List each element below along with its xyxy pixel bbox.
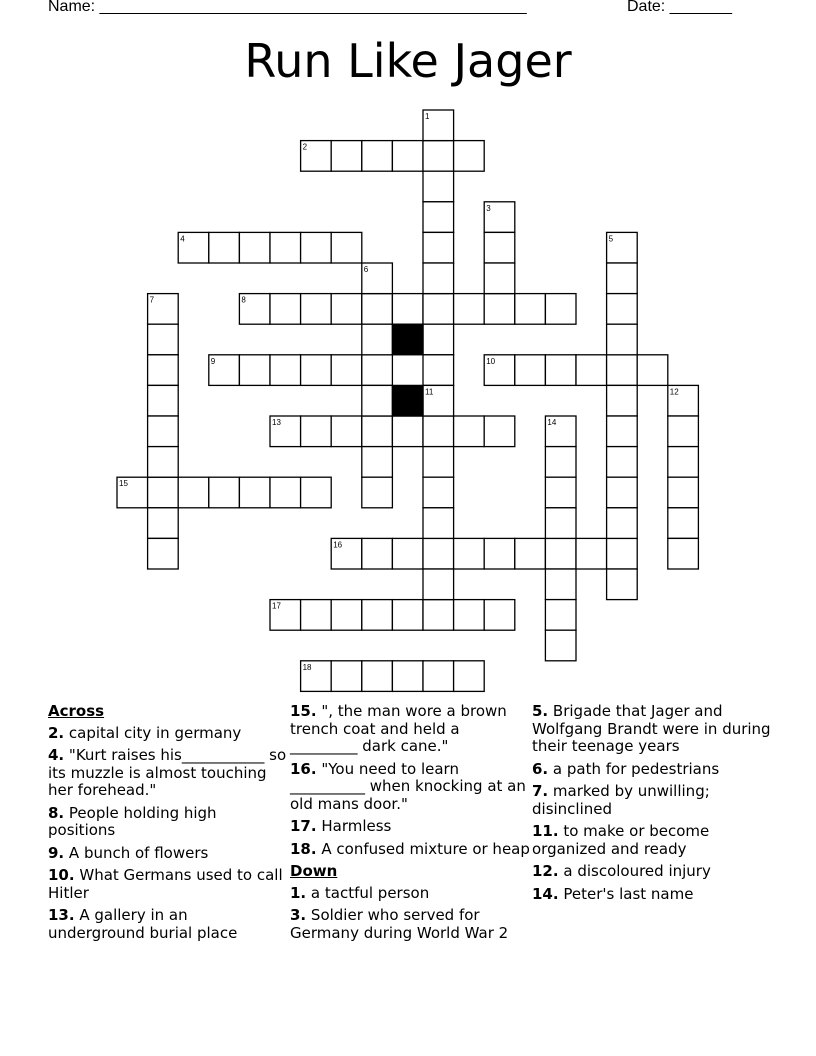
grid-cell [301,232,332,263]
grid-cell [545,569,576,600]
grid-cell [423,202,454,233]
grid-cell [423,477,454,508]
grid-cell [607,355,638,386]
grid-number: 6 [363,265,369,274]
grid-cell [668,477,699,508]
grid-cell [362,141,393,172]
grid-cell [301,477,332,508]
grid-cell [301,416,332,447]
grid-cell [362,600,393,631]
clue-across-15: 15. ", the man wore a brown trench coat and held a _________ dark cane." [290,702,507,755]
grid-cell [423,508,454,539]
grid-cell [148,538,179,569]
grid-cell [545,630,576,661]
grid-cell [423,294,454,325]
clue-down-11: 11. to make or become organized and ready [532,822,710,858]
grid-cell [270,232,301,263]
grid-cell [607,538,638,569]
grid-block [392,385,423,416]
grid-cell [331,355,362,386]
grid-cell [423,447,454,478]
grid-cell [331,416,362,447]
grid-cell [545,538,576,569]
down-heading: Down [290,862,338,880]
name-line: ________________________________________________ [99,0,527,15]
clues-column-3 [532,703,772,908]
grid-cell [515,355,546,386]
clue-across-4: 4. "Kurt raises his___________ so its muzzle is almost touching her forehead." [48,746,287,799]
grid-number: 17 [272,601,281,611]
grid-cell [454,600,485,631]
grid-cell [576,355,607,386]
grid-number: 2 [302,142,308,152]
grid-cell [545,447,576,478]
grid-number: 18 [302,662,312,672]
grid-block [392,324,423,355]
grid-cell [362,324,393,355]
clues-column-1 [48,703,288,947]
grid-cell [270,355,301,386]
grid-cell [454,294,485,325]
clue-across-9: 9. A bunch of flowers [48,843,209,862]
grid-cell [423,569,454,600]
clue-across-13: 13. A gallery in an underground burial place [48,906,238,942]
grid-number: 13 [272,418,281,427]
grid-cell [484,232,515,263]
clue-down-7: 7. marked by unwilling; disinclined [532,782,710,818]
grid-cell [392,416,423,447]
grid-cell [362,661,393,692]
grid-cell [209,232,240,263]
grid-cell [454,141,485,172]
clue-across-16: 16. "You need to learn __________ when knocking at an old mans door." [290,759,526,813]
grid-cell [607,447,638,478]
grid-number: 12 [669,387,679,397]
grid-cell [576,538,607,569]
clue-down-5: 5. Brigade that Jager and Wolfgang Brandt were in during their teenage years [532,702,771,755]
grid-cell [362,477,393,508]
grid-cell [484,600,515,631]
grid-number: 9 [210,356,216,366]
grid-cell [484,263,515,294]
grid-cell [392,600,423,631]
grid-cell [423,171,454,202]
grid-cell [484,416,515,447]
grid-cell [423,416,454,447]
grid-cell [607,477,638,508]
grid-number: 7 [149,295,155,305]
grid-cell [148,385,179,416]
grid-number: 3 [486,203,491,213]
grid-cell [239,477,270,508]
grid-cell [484,538,515,569]
grid-cell [423,232,454,263]
grid-cell [423,263,454,294]
grid-cell [301,600,332,631]
grid-cell [545,355,576,386]
grid-number: 16 [333,540,343,550]
grid-cell [545,508,576,539]
grid-cell [423,355,454,386]
grid-cell [331,232,362,263]
grid-cell [607,385,638,416]
grid-cell [239,355,270,386]
grid-cell [301,355,332,386]
clue-down-12: 12. a discoloured injury [532,862,711,880]
grid-cell [270,294,301,325]
grid-cell [484,294,515,325]
across-heading: Across [48,702,105,720]
grid-cell [362,385,393,416]
grid-cell [607,263,638,294]
grid-cell [148,355,179,386]
clue-down-14: 14. Peter's last name [532,884,694,903]
clue-down-3: 3. Soldier who served for Germany during World War 2 [290,906,509,942]
grid-number: 8 [241,295,246,305]
page-title: Run Like Jager [244,34,572,88]
grid-cell [392,294,423,325]
grid-cell [331,600,362,631]
grid-cell [423,538,454,569]
grid-cell [392,538,423,569]
grid-cell [515,294,546,325]
grid-cell [148,416,179,447]
grid-cell [148,477,179,508]
grid-cell [362,294,393,325]
grid-cell [454,538,485,569]
grid-cell [239,232,270,263]
grid-cell [331,141,362,172]
clue-across-17: 17. Harmless [290,817,392,835]
grid-cell [668,508,699,539]
grid-cell [454,416,485,447]
grid-number: 5 [608,234,614,244]
grid-cell [362,538,393,569]
grid-cell [668,416,699,447]
clue-across-18: 18. A confused mixture or heap [290,839,530,858]
grid-cell [607,416,638,447]
clue-across-8: 8. People holding high positions [48,803,217,839]
grid-number: 4 [180,234,185,244]
date-label: Date: [627,0,666,15]
grid-cell [607,508,638,539]
grid-cell [423,661,454,692]
grid-cell [607,569,638,600]
clue-down-1: 1. a tactful person [290,883,430,902]
grid-cell [545,477,576,508]
grid-number: 1 [425,112,430,121]
date-line: _______ [669,0,732,15]
grid-cell [668,447,699,478]
grid-cell [178,477,209,508]
grid-cell [148,324,179,355]
grid-cell [331,661,362,692]
grid-number: 11 [425,387,434,397]
grid-cell [148,447,179,478]
clues-column-2 [290,703,530,947]
grid-cell [362,447,393,478]
grid-cell [270,477,301,508]
grid-number: 15 [119,479,128,489]
clue-across-10: 10. What Germans used to call Hitler [48,866,283,902]
grid-cell [362,355,393,386]
grid-cell [637,355,668,386]
grid-cell [545,600,576,631]
grid-cell [301,294,332,325]
grid-cell [607,294,638,325]
clue-down-6: 6. a path for pedestrians [532,759,720,778]
grid-cell [668,538,699,569]
grid-cell [545,294,576,325]
grid-cell [392,141,423,172]
name-label: Name: [48,0,96,15]
grid-cell [392,661,423,692]
grid-cell [362,416,393,447]
grid-cell [148,508,179,539]
grid-cell [607,324,638,355]
grid-cell [454,661,485,692]
grid-cell [423,141,454,172]
grid-number: 14 [547,418,557,427]
clue-across-2: 2. capital city in germany [48,723,242,742]
grid-cell [515,538,546,569]
grid-number: 10 [486,356,496,366]
grid-cell [331,294,362,325]
grid-cell [423,324,454,355]
grid-cell [209,477,240,508]
grid-cell [423,600,454,631]
